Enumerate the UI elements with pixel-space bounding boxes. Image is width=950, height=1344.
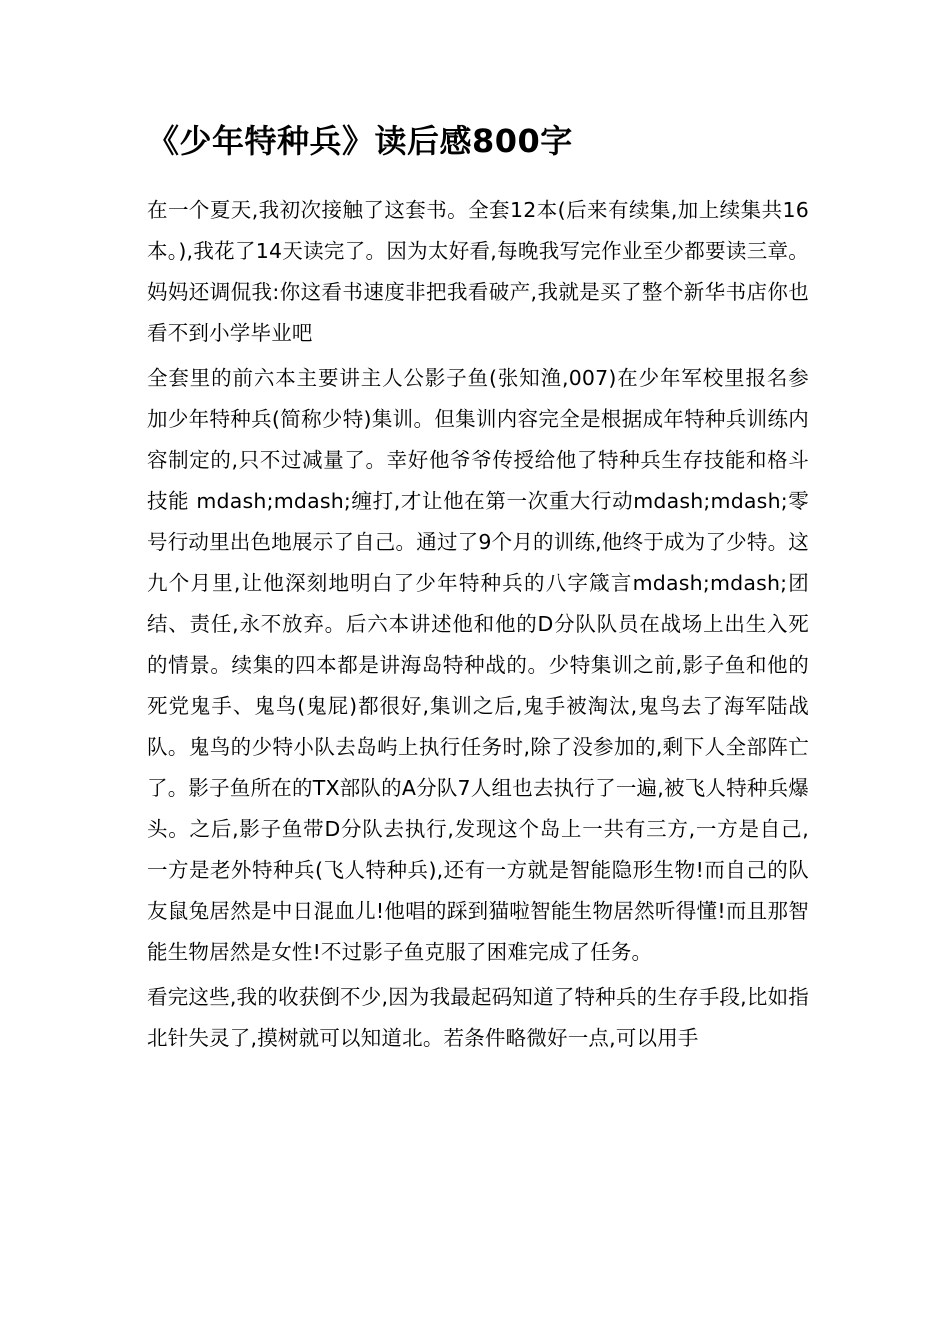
paragraph-summary: 全套里的前六本主要讲主人公影子鱼(张知渔,007)在少年军校里报名参加少年特种兵(简称少特)集训。但集训内容完全是根据成年特种兵训练内容制定的,只不过减量了。幸好他爷爷传授给他了特种兵生存技能和格斗技能 mdash;mdash;缠打,才让他在第一次重大行动mdash;mdash;零号行动里出色地展示了自己。通过了9个月的训练,他终于成为了少特。这九个月里,让他深刻地明白了少年特种兵的八字箴言mdash;mdash;团结、责任,永不放弃。后六本讲述他和他的D分队队员在战场上出生入死的情景。续集的四本都是讲海岛特种战的。少特集训之前,影子鱼和他的死党鬼手、鬼鸟(鬼屁)都很好,集训之后,鬼手被淘汰,鬼鸟去了海军陆战队。鬼鸟的少特小队去岛屿上执行任务时,除了没参加的,剩下人全部阵亡了。影子鱼所在的TX部队的A分队7人组也去执行了一遍,被飞人特种兵爆头。之后,影子鱼带D分队去执行,发现这个岛上一共有三方,一方是自己,一方是老外特种兵(飞人特种兵),还有一方就是智能隐形生物!而自己的队友鼠兔居然是中日混血儿!他唱的踩到猫啦智能生物居然听得懂!而且那智能生物居然是女性!不过影子鱼克服了困难完成了任务。 bbox=[147, 366, 809, 964]
document-title: 《少年特种兵》读后感800字 bbox=[147, 122, 573, 160]
document-body bbox=[147, 190, 809, 1063]
paragraph-intro: 在一个夏天,我初次接触了这套书。全套12本(后来有续集,加上续集共16本。),我花了14天读完了。因为太好看,每晚我写完作业至少都要读三章。妈妈还调侃我:你这看书速度非把我看破产,我就是买了整个新华书店你也看不到小学毕业吧 bbox=[147, 198, 809, 345]
paragraph-reflection: 看完这些,我的收获倒不少,因为我最起码知道了特种兵的生存手段,比如指北针失灵了,摸树就可以知道北。若条件略微好一点,可以用手 bbox=[147, 985, 809, 1050]
